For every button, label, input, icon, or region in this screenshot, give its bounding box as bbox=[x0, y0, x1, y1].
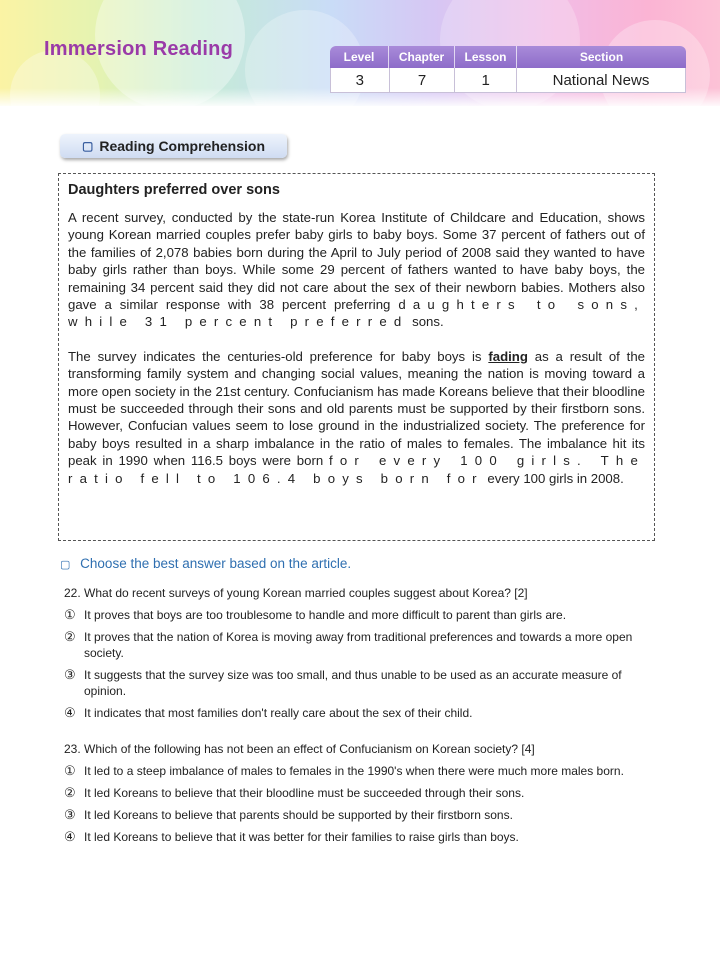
question-stem: 23. Which of the following has not been an effect of Confucianism on Korean society? [4] bbox=[64, 742, 535, 756]
article-box bbox=[58, 173, 655, 541]
question-stem: 22. What do recent surveys of young Korean married couples suggest about Korea? [2] bbox=[64, 586, 528, 600]
lesson-info-table bbox=[330, 46, 686, 93]
question-22 bbox=[64, 585, 644, 721]
section-header: Section bbox=[516, 46, 686, 68]
answer-option[interactable] bbox=[64, 667, 644, 699]
level-value: 3 bbox=[355, 71, 364, 89]
header-banner bbox=[0, 0, 720, 106]
option-text: It proves that the nation of Korea is moving away from traditional preferences and towards a more open society. bbox=[84, 630, 633, 660]
option-text: It led Koreans to believe that it was better for their families to raise girls than boys. bbox=[84, 830, 519, 844]
option-text: It indicates that most families don't really care about the sex of their child. bbox=[84, 706, 473, 720]
paragraph-text: every 100 girls in 2008. bbox=[487, 470, 624, 486]
section-value: National News bbox=[516, 68, 685, 92]
question-23 bbox=[64, 741, 644, 845]
option-number: ① bbox=[64, 763, 76, 778]
vocabulary-keyword[interactable]: fading bbox=[488, 348, 528, 364]
option-number: ④ bbox=[64, 829, 76, 844]
section-label: Reading Comprehension bbox=[99, 138, 266, 154]
option-text: It suggests that the survey size was too small, and thus unable to be used as an accurate measure of opinion. bbox=[84, 668, 622, 698]
question-spacer bbox=[64, 727, 644, 741]
option-number: ③ bbox=[64, 807, 76, 822]
answer-option[interactable] bbox=[64, 705, 644, 721]
square-bullet-icon: ▢ bbox=[81, 139, 94, 153]
answer-option[interactable] bbox=[64, 807, 644, 823]
option-number: ③ bbox=[64, 667, 76, 682]
article-paragraph-2 bbox=[68, 348, 645, 487]
option-number: ④ bbox=[64, 705, 76, 720]
paragraph-text: daughters to sons, while 31 percent preferred bbox=[68, 297, 645, 330]
option-number: ① bbox=[64, 607, 76, 622]
article-paragraph-1 bbox=[68, 209, 645, 331]
paragraph-text: for every 100 girls. The ratio fell to 106.4 boys born for bbox=[68, 453, 645, 486]
answer-option[interactable] bbox=[64, 607, 644, 623]
lesson-header: Lesson bbox=[454, 46, 516, 68]
answer-option[interactable] bbox=[64, 829, 644, 845]
brand-logo: Immersion Reading bbox=[44, 38, 233, 60]
option-number: ② bbox=[64, 629, 76, 644]
instruction-text: Choose the best answer based on the article. bbox=[80, 556, 352, 571]
chapter-header: Chapter bbox=[388, 46, 454, 68]
lesson-info-header bbox=[330, 46, 686, 68]
option-text: It led Koreans to believe that parents should be supported by their firstborn sons. bbox=[84, 808, 513, 822]
reading-comprehension-tab[interactable] bbox=[60, 134, 287, 158]
lesson-value: 1 bbox=[454, 68, 516, 92]
answer-option[interactable] bbox=[64, 763, 644, 779]
answer-option[interactable] bbox=[64, 785, 644, 801]
paragraph-text: sons. bbox=[412, 314, 444, 330]
option-text: It led Koreans to believe that their bloodline must be succeeded through their sons. bbox=[84, 786, 525, 800]
option-text: It led to a steep imbalance of males to females in the 1990's when there were much more males born. bbox=[84, 764, 624, 778]
lesson-info-values bbox=[330, 68, 686, 93]
questions-list bbox=[64, 585, 644, 851]
paragraph-text: The survey indicates the centuries-old preference for baby boys is bbox=[68, 348, 482, 364]
square-bullet-icon: ▢ bbox=[60, 559, 71, 571]
paragraph-text: as a result of the transforming family system and changing social values, meaning the nation is moving toward a more open society in the 21st century. Confucianism has made Koreans believe that their bloodline must be succeeded through their sons and old parents must be supported by their firstborn sons. However, Confucian values seem to lose ground in the industrialized society. The preference for baby boys resulted in a sharp imbalance in the ratio of males to females. The imbalance hit its peak in 1990 when 116.5 boys were born bbox=[68, 348, 645, 469]
paragraph-text: A recent survey, conducted by the state-run Korea Institute of Childcare and Education, shows young Korean married couples prefer baby girls to baby boys. Some 37 percent of fathers out of the families of 2,078 babies born during the April to July period of 2008 said they wanted to have baby girls rather than boys. While some 29 percent of fathers wanted to have baby boys, the remaining 34 percent said they did not care about the sex of their newborn babies. Mothers also gave a similar response with 38 percent preferring bbox=[68, 210, 645, 313]
chapter-value: 7 bbox=[389, 68, 455, 92]
level-header: Level bbox=[343, 50, 375, 64]
answer-option[interactable] bbox=[64, 629, 644, 661]
article-title: Daughters preferred over sons bbox=[68, 182, 280, 198]
option-number: ② bbox=[64, 785, 76, 800]
option-text: It proves that boys are too troublesome to handle and more difficult to parent than girls are. bbox=[84, 608, 567, 622]
instruction bbox=[60, 556, 351, 571]
